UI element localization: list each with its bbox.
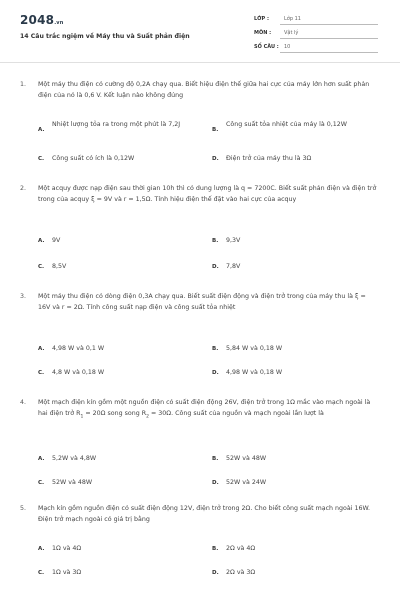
option-letter: D. (212, 370, 219, 376)
meta-count-line (280, 52, 378, 53)
subscript: 1 (80, 414, 84, 420)
option-letter: C. (38, 480, 45, 486)
option-letter: B. (212, 346, 219, 352)
option-letter: B. (212, 238, 219, 244)
option-text: 4,98 W và 0,18 W (226, 369, 283, 376)
option-letter: C. (38, 156, 45, 162)
question-number: 2. (20, 185, 27, 192)
option-text: 2Ω và 3Ω (226, 569, 256, 576)
logo-text: 2048 (20, 13, 55, 27)
question-text-part: = 30Ω. Công suất của nguồn và mạch ngoài lần lượt là (149, 409, 324, 417)
question-3 (20, 292, 385, 384)
meta-subject-label: MÔN : (254, 30, 272, 36)
option-text: 2Ω và 4Ω (226, 545, 256, 552)
option-text: Công suất tỏa nhiệt của máy là 0,12W (226, 121, 347, 128)
meta-subject-row (254, 28, 378, 39)
question-number: 1. (20, 81, 27, 88)
subscript: 2 (146, 414, 149, 420)
question-1 (20, 80, 385, 180)
option-letter: B. (212, 546, 219, 552)
option-letter: A. (38, 127, 45, 133)
question-text: Mạch kín gồm nguồn điện có suất điện động 12V, điện trở trong 2Ω. Cho biết công suất mạch ngoài 16W. Điện trở mạch ngoài có giá trị bằng (38, 505, 371, 523)
logo-suffix: .vn (54, 20, 64, 26)
question-number: 4. (20, 399, 27, 406)
option-letter: B. (212, 456, 219, 462)
option-text: Nhiệt lượng tỏa ra trong một phút là 7,2J (52, 121, 181, 128)
option-letter: D. (212, 570, 219, 576)
question-text (38, 398, 378, 423)
option-letter: D. (212, 264, 219, 270)
meta-count-label: SỐ CÂU : (254, 44, 279, 50)
option-letter: A. (38, 238, 45, 244)
question-4 (20, 398, 385, 490)
question-2 (20, 184, 385, 276)
meta-class-line (280, 24, 378, 25)
option-letter: C. (38, 264, 45, 270)
option-text: 1Ω và 3Ω (52, 569, 82, 576)
meta-subject-value: Vật lý (284, 30, 299, 36)
site-logo[interactable] (20, 13, 64, 27)
option-letter: C. (38, 370, 45, 376)
meta-class-label: LỚP : (254, 16, 269, 22)
question-text-part: = 20Ω song song R (83, 409, 147, 417)
question-number: 3. (20, 293, 27, 300)
option-text: 7,8V (226, 263, 241, 270)
option-text: 4,98 W và 0,1 W (52, 345, 105, 352)
option-letter: A. (38, 456, 45, 462)
option-text: 5,2W và 4,8W (52, 455, 97, 462)
option-letter: D. (212, 156, 219, 162)
option-text: 52W và 48W (52, 479, 93, 486)
option-text: 5,84 W và 0,18 W (226, 345, 283, 352)
meta-class-row (254, 14, 378, 25)
option-text: 52W và 48W (226, 455, 267, 462)
question-text-part: Một mạch điện kín gồm một nguồn điện có suất điện động 26V, điện trở trong 1Ω mắc vào mạch ngoài là hai điện trở R (38, 399, 371, 417)
option-text: 9,3V (226, 237, 241, 244)
page-header (0, 0, 400, 64)
option-letter: A. (38, 346, 45, 352)
question-text: Một acquy được nạp điện sau thời gian 10h thì có dung lượng là q = 7200C. Biết suất phản điện và điện trở trong của acquy ξ = 9V và r = 1,5Ω. Tính hiệu điện thế đặt vào hai cực của acquy (38, 185, 377, 203)
question-text: Một máy thu điện có cường độ 0,2A chạy qua. Biết hiệu điện thế giữa hai cực của máy lớn hơn suất phản điện của nó là 0,6 V. Kết luận nào không đúng (38, 81, 370, 99)
option-text: Công suất có ích là 0,12W (52, 155, 135, 162)
meta-count-row (254, 42, 378, 53)
option-text: 1Ω và 4Ω (52, 545, 82, 552)
option-letter: C. (38, 570, 45, 576)
option-text: Điện trở của máy thu là 3Ω (226, 155, 312, 162)
option-text: 52W và 24W (226, 479, 267, 486)
option-letter: D. (212, 480, 219, 486)
option-letter: B. (212, 127, 219, 133)
question-5 (20, 504, 385, 596)
question-text: Một máy thu điện có dòng điện 0,3A chạy qua. Biết suất điện động và điện trở trong của máy thu là ξ = 16V và r = 2Ω. Tính công suất nạp điện và công suất tỏa nhiệt (38, 293, 366, 311)
option-text: 9V (52, 237, 61, 244)
header-divider (0, 62, 400, 63)
meta-subject-line (280, 38, 378, 39)
option-text: 4,8 W và 0,18 W (52, 369, 105, 376)
option-text: 8,5V (52, 263, 67, 270)
meta-count-value: 10 (284, 44, 291, 50)
meta-class-value: Lớp 11 (284, 16, 301, 22)
question-number: 5. (20, 505, 27, 512)
document-title: 14 Câu trắc ngiệm về Máy thu và Suất phản điện (20, 33, 190, 40)
option-letter: A. (38, 546, 45, 552)
